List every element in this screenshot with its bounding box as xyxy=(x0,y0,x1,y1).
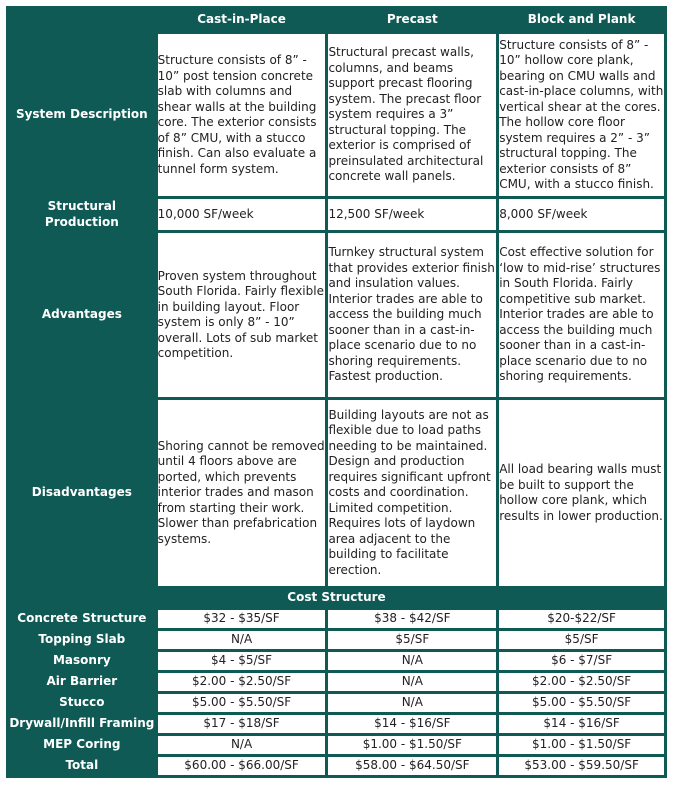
disadvantages-row xyxy=(9,400,664,586)
cost-block-and-plank: $14 - $16/SF xyxy=(499,715,664,733)
cost-row-label: Drywall/Infill Framing xyxy=(9,715,155,733)
cost-cast-in-place: $32 - $35/SF xyxy=(158,610,326,628)
cost-row xyxy=(9,610,664,628)
cost-block-and-plank: $6 - $7/SF xyxy=(499,652,664,670)
row-label-advantages: Advantages xyxy=(9,233,155,397)
row-label-disadvantages: Disadvantages xyxy=(9,400,155,586)
cost-precast: $5/SF xyxy=(328,631,496,649)
production-precast: 12,500 SF/week xyxy=(328,199,496,230)
cost-cast-in-place: $5.00 - $5.50/SF xyxy=(158,694,326,712)
advantages-cast-in-place: Proven system throughout South Florida. Fairly flexible in building layout. Floor system is only 8” - 10” overall. Lots of sub market competition. xyxy=(158,233,326,397)
cost-structure-section-row xyxy=(9,589,664,607)
column-header-block-and-plank: Block and Plank xyxy=(499,9,664,31)
cost-row-label: Stucco xyxy=(9,694,155,712)
advantages-row xyxy=(9,233,664,397)
description-precast: Structural precast walls, columns, and beams support precast flooring system. The precast floor system requires a 3” structural topping. The exterior is comprised of preinsulated architectural concrete wall panels. xyxy=(328,34,496,196)
cost-block-and-plank: $2.00 - $2.50/SF xyxy=(499,673,664,691)
cost-block-and-plank: $5/SF xyxy=(499,631,664,649)
description-block-and-plank: Structure consists of 8” - 10” hollow core plank, bearing on CMU walls and cast-in-place columns, with vertical shear at the cores. The hollow core floor system requires a 2” - 3” structural topping. The exterior consists of 8” CMU, with a stucco finish. xyxy=(499,34,664,196)
description-cast-in-place: Structure consists of 8” - 10” post tension concrete slab with columns and shear walls at the building core. The exterior consists of 8” CMU, with a stucco finish. Can also evaluate a tunnel form system. xyxy=(158,34,326,196)
cost-row xyxy=(9,736,664,754)
cost-row xyxy=(9,694,664,712)
row-label-system-description: System Description xyxy=(9,34,155,196)
cost-precast: $1.00 - $1.50/SF xyxy=(328,736,496,754)
cost-precast: N/A xyxy=(328,652,496,670)
disadvantages-precast: Building layouts are not as flexible due to load paths needing to be maintained. Design and production requires significant upfront costs and coordination. Limited competition. Requires lots of laydown area adjacent to the building to facilitate erection. xyxy=(328,400,496,586)
total-precast: $58.00 - $64.50/SF xyxy=(328,757,496,775)
cost-precast: $14 - $16/SF xyxy=(328,715,496,733)
total-cost-row xyxy=(9,757,664,775)
cost-block-and-plank: $1.00 - $1.50/SF xyxy=(499,736,664,754)
cost-cast-in-place: $2.00 - $2.50/SF xyxy=(158,673,326,691)
row-label-structural-production: Structural Production xyxy=(9,199,155,230)
column-header-row xyxy=(9,9,664,31)
advantages-block-and-plank: Cost effective solution for ‘low to mid-rise’ structures in South Florida. Fairly competitive sub market. Interior trades are able to access the building much sooner than in a cast-in-place scenario due to no shoring requirements. xyxy=(499,233,664,397)
structural-production-row xyxy=(9,199,664,230)
cost-cast-in-place: N/A xyxy=(158,631,326,649)
cost-row-label: Topping Slab xyxy=(9,631,155,649)
cost-row xyxy=(9,652,664,670)
corner-header xyxy=(9,9,155,31)
cost-structure-title: Cost Structure xyxy=(9,589,664,607)
structural-systems-comparison-table xyxy=(6,6,667,778)
system-description-row xyxy=(9,34,664,196)
cost-cast-in-place: $17 - $18/SF xyxy=(158,715,326,733)
cost-row xyxy=(9,673,664,691)
cost-row-label: Concrete Structure xyxy=(9,610,155,628)
cost-cast-in-place: $4 - $5/SF xyxy=(158,652,326,670)
cost-precast: N/A xyxy=(328,694,496,712)
comparison-table-wrapper xyxy=(6,6,667,778)
cost-block-and-plank: $5.00 - $5.50/SF xyxy=(499,694,664,712)
cost-row xyxy=(9,631,664,649)
disadvantages-block-and-plank: All load bearing walls must be built to support the hollow core plank, which results in lower production. xyxy=(499,400,664,586)
cost-row-label: Air Barrier xyxy=(9,673,155,691)
cost-block-and-plank: $20-$22/SF xyxy=(499,610,664,628)
advantages-precast: Turnkey structural system that provides exterior finish and insulation values. Interior trades are able to access the building much sooner than in a cast-in-place scenario due to no shoring requirements. Fastest production. xyxy=(328,233,496,397)
production-cast-in-place: 10,000 SF/week xyxy=(158,199,326,230)
column-header-precast: Precast xyxy=(328,9,496,31)
column-header-cast-in-place: Cast-in-Place xyxy=(158,9,326,31)
total-cast-in-place: $60.00 - $66.00/SF xyxy=(158,757,326,775)
cost-row-label: MEP Coring xyxy=(9,736,155,754)
cost-row xyxy=(9,715,664,733)
total-block-and-plank: $53.00 - $59.50/SF xyxy=(499,757,664,775)
disadvantages-cast-in-place: Shoring cannot be removed until 4 floors above are ported, which prevents interior trades and mason from starting their work. Slower than prefabrication systems. xyxy=(158,400,326,586)
cost-row-label: Masonry xyxy=(9,652,155,670)
cost-cast-in-place: N/A xyxy=(158,736,326,754)
cost-precast: N/A xyxy=(328,673,496,691)
cost-precast: $38 - $42/SF xyxy=(328,610,496,628)
total-row-label: Total xyxy=(9,757,155,775)
production-block-and-plank: 8,000 SF/week xyxy=(499,199,664,230)
